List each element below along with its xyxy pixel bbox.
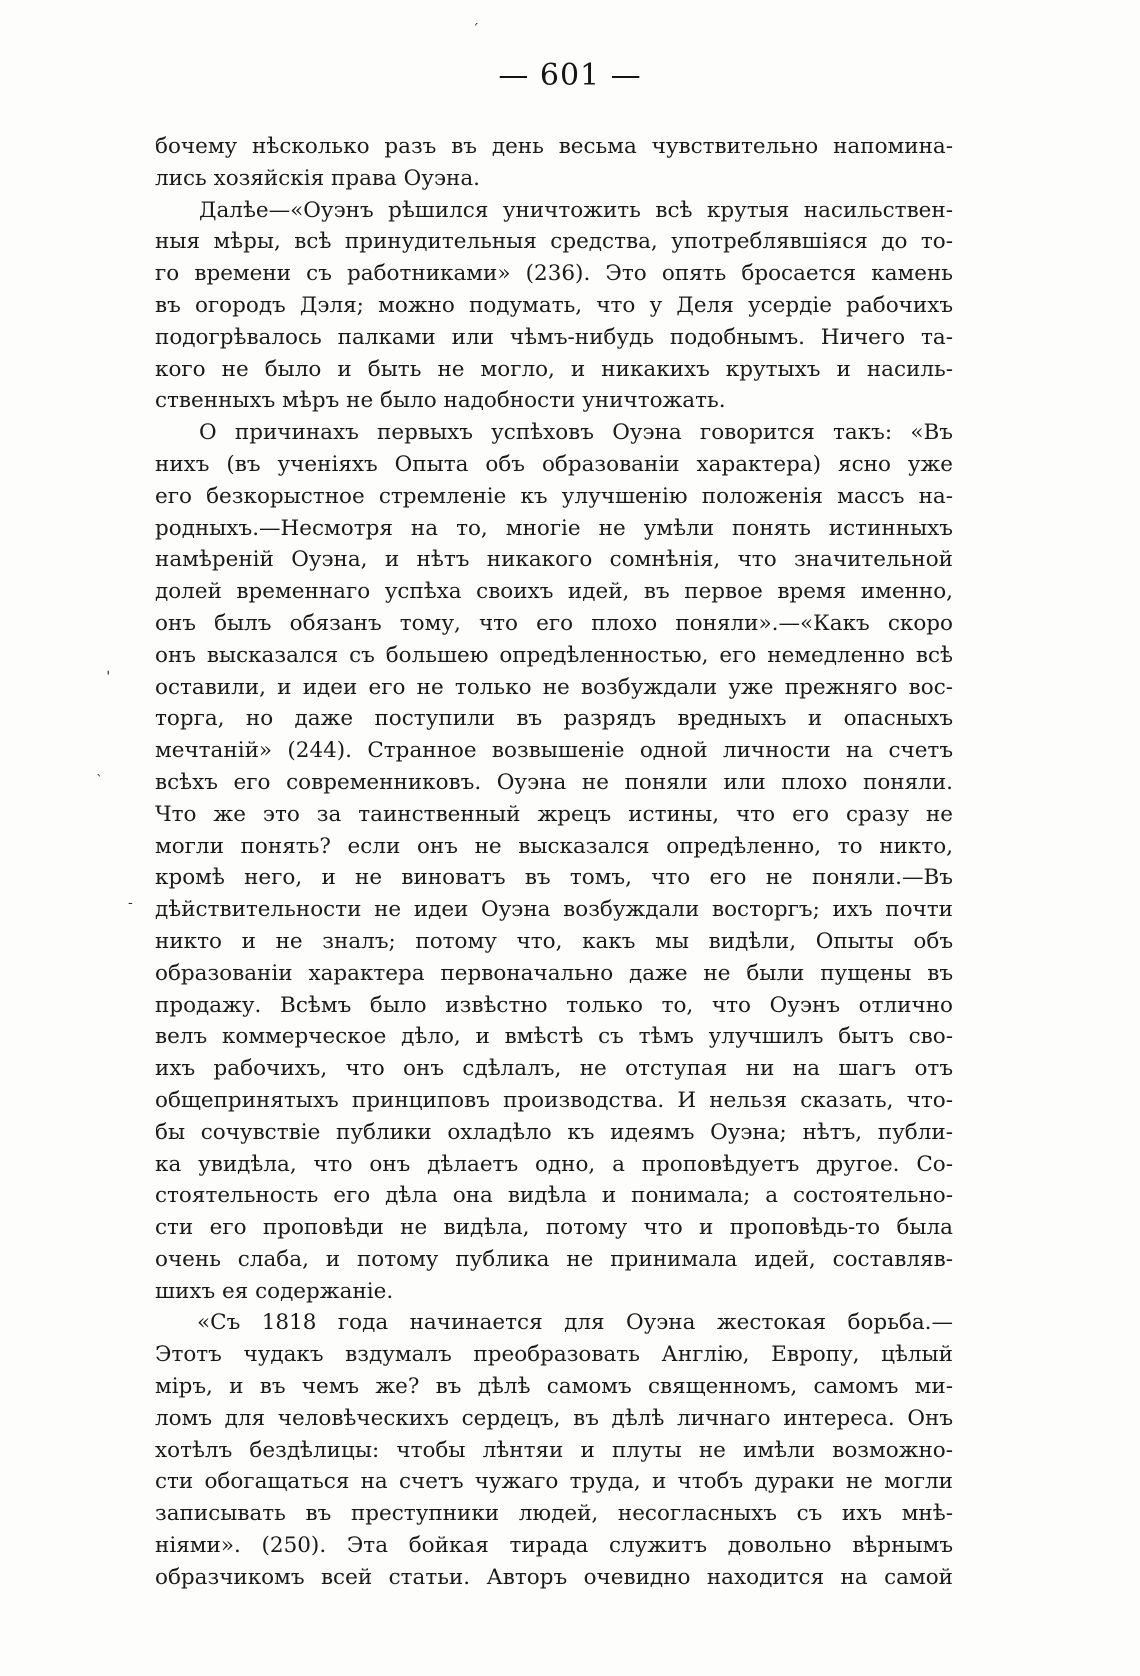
text-line: въ огородъ Дэля; можно подумать, что у Деля усердіе рабочихъ [155, 292, 953, 318]
text-line: дѣйствительности не идеи Оуэна возбуждали восторгъ; ихъ почти [155, 897, 953, 923]
text-line: ніями». (250). Эта бойкая тирада служитъ довольно вѣрнымъ [155, 1533, 953, 1559]
text-line: онъ высказался съ большею опредѣленностью, его немедленно всѣ [155, 642, 953, 668]
text-line: намѣреній Оуэна, и нѣтъ никакого сомнѣнія, что значительной [155, 547, 953, 573]
margin-speck: - [128, 895, 133, 911]
text-line: мечтаній» (244). Странное возвышеніе одной личности на счетъ [155, 738, 953, 764]
text-line: Этотъ чудакъ вздумалъ преобразовать Англію, Европу, цѣлый [155, 1342, 953, 1368]
margin-speck: ˋ [96, 773, 103, 789]
text-line: сти обогащаться на счетъ чужаго труда, и чтобъ дураки не могли [155, 1469, 953, 1495]
text-line: стоятельность его дѣла она видѣла и понимала; а состоятельно- [155, 1183, 953, 1209]
text-line: записывать въ преступники людей, несогласныхъ съ ихъ мнѣ- [155, 1501, 953, 1527]
text-line: продажу. Всѣмъ было извѣстно только то, что Оуэнъ отлично [155, 992, 953, 1018]
print-speck: ˊ [472, 22, 479, 38]
text-line: нихъ (въ ученіяхъ Опыта объ образованіи характера) ясно уже [155, 451, 953, 477]
text-line: родныхъ.—Несмотря на то, многіе не умѣли понять истинныхъ [155, 515, 953, 541]
page-number: — 601 — [498, 58, 642, 93]
text-line: ихъ рабочихъ, что онъ сдѣлалъ, не отступая ни на шагъ отъ [155, 1056, 953, 1082]
text-line: могли понять? если онъ не высказался опредѣленно, то никто, [155, 833, 953, 859]
text-line: кого не было и быть не могло, и никакихъ крутыхъ и насиль- [155, 356, 953, 382]
text-line: кромѣ него, и не виноватъ въ томъ, что его не поняли.—Въ [155, 865, 953, 891]
margin-speck: ˈ [106, 668, 111, 687]
text-line: никто и не зналъ; потому что, какъ мы видѣли, Опыты объ [155, 928, 953, 954]
text-line: образованіи характера первоначально даже не были пущены въ [155, 960, 953, 986]
text-line: го времени съ работниками» (236). Это опять бросается камень [155, 261, 953, 287]
text-line: долей временнаго успѣха своихъ идей, въ первое время именно, [155, 579, 953, 605]
text-line: Далѣе—«Оуэнъ рѣшился уничтожить всѣ крутыя насильствен- [199, 197, 953, 223]
text-line: велъ коммерческое дѣло, и вмѣстѣ съ тѣмъ улучшилъ бытъ сво- [155, 1024, 953, 1050]
text-line: общепринятыхъ принциповъ производства. И нельзя сказать, что- [155, 1087, 953, 1113]
text-line: ка увидѣла, что онъ дѣлаетъ одно, а проповѣдуетъ другое. Со- [155, 1151, 953, 1177]
text-line: «Съ 1818 года начинается для Оуэна жестокая борьба.— [197, 1310, 953, 1336]
text-line: Что же это за таинственный жрецъ истины, что его сразу не [155, 801, 953, 827]
text-line: подогрѣвалось палками или чѣмъ-нибудь подобнымъ. Ничего та- [155, 324, 953, 350]
text-line: оставили, и идеи его не только не возбуждали уже прежняго вос- [155, 674, 953, 700]
text-line: шихъ ея содержаніе. [155, 1278, 394, 1304]
text-line: ственныхъ мѣръ не было надобности уничтожать. [155, 388, 726, 414]
text-line: его безкорыстное стремленіе къ улучшенію положенія массъ на- [155, 483, 953, 509]
text-line: бочему нѣсколько разъ въ день весьма чувствительно напомина- [155, 134, 953, 159]
text-line: торга, но даже поступили въ разрядъ вредныхъ и опасныхъ [155, 706, 953, 732]
text-line: бы сочувствіе публики охладѣло къ идеямъ Оуэна; нѣтъ, публи- [155, 1119, 953, 1145]
text-line: міръ, и въ чемъ же? въ дѣлѣ самомъ священномъ, самомъ ми- [155, 1374, 953, 1400]
text-line: онъ былъ обязанъ тому, что его плохо поняли».—«Какъ скоро [155, 610, 953, 636]
text-line: лись хозяйскія права Оуэна. [155, 165, 480, 191]
text-line: образчикомъ всей статьи. Авторъ очевидно находится на самой [155, 1564, 953, 1590]
text-line: всѣхъ его современниковъ. Оуэна не поняли или плохо поняли. [155, 769, 953, 795]
body-text [155, 131, 953, 1594]
text-line: О причинахъ первыхъ успѣховъ Оуэна говорится такъ: «Въ [199, 420, 953, 446]
text-line: очень слаба, и потому публика не принимала идей, составляв- [155, 1246, 953, 1272]
text-line: хотѣлъ бездѣлицы: чтобы лѣнтяи и плуты не имѣли возможно- [155, 1437, 953, 1463]
text-line: ломъ для человѣческихъ сердецъ, въ дѣлѣ личнаго интереса. Онъ [155, 1405, 953, 1431]
text-line: сти его проповѣди не видѣла, потому что и проповѣдь-то была [155, 1215, 953, 1241]
text-line: ныя мѣры, всѣ принудительныя средства, употреблявшіяся до то- [155, 229, 953, 255]
